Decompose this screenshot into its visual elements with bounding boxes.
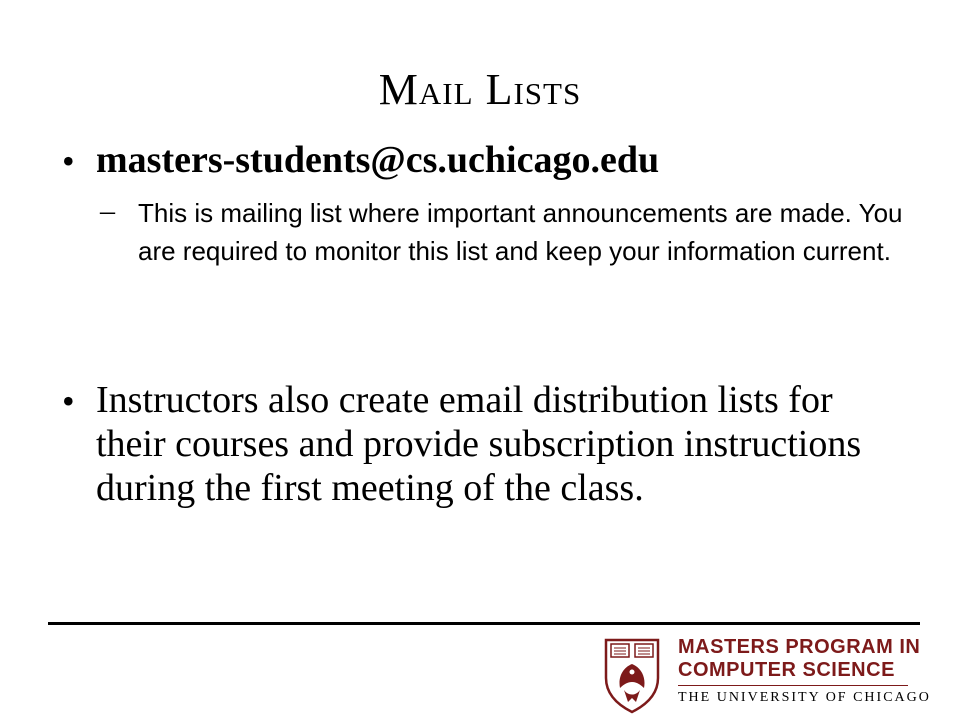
footer-divider <box>48 622 920 625</box>
university-crest-icon <box>600 634 664 714</box>
logo-line-department: COMPUTER SCIENCE <box>678 659 895 681</box>
bullet-marker: • <box>62 141 75 181</box>
bullet-instructors: Instructors also create email distribution lists for their courses and provide subscription instructions during the first meeting of the class. <box>96 379 862 509</box>
sub-bullet-text: This is mailing list where important announcements are made. You are required to monitor this list and keep your information current. <box>138 198 903 266</box>
logo-divider <box>678 685 908 686</box>
sub-bullet-marker: – <box>100 194 115 227</box>
program-logo <box>600 634 931 714</box>
bullet-email-address: masters-students@cs.uchicago.edu <box>96 139 660 181</box>
logo-line-program: MASTERS PROGRAM IN <box>678 636 921 658</box>
bullet-marker: • <box>62 381 75 421</box>
logo-line-university: THE UNIVERSITY OF CHICAGO <box>678 690 931 705</box>
slide-title: Mail Lists <box>378 65 582 114</box>
